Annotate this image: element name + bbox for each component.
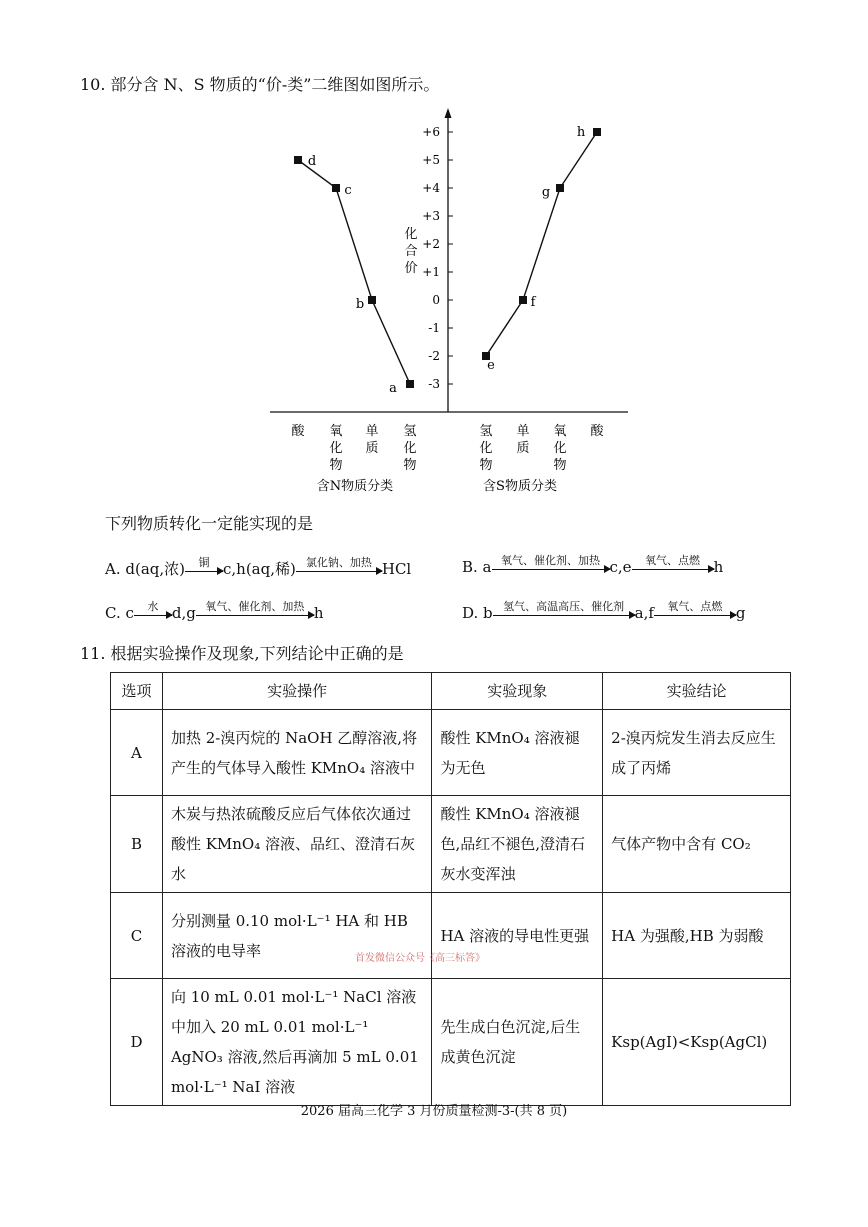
category-label-char: 氧 [553, 424, 567, 439]
arrow-condition: 铜 [198, 555, 210, 569]
row-conclusion: HA 为强酸,HB 为弱酸 [603, 893, 791, 979]
arrow-condition: 氢气、高温高压、催化剂 [503, 599, 625, 613]
point-label: a [389, 381, 397, 396]
category-label-char: 质 [365, 441, 379, 456]
option-a [105, 555, 412, 579]
option-d [462, 599, 746, 622]
point-label: h [576, 125, 586, 140]
option-c-part1: C. c [105, 604, 134, 622]
series-line [298, 160, 410, 384]
table-row [111, 979, 791, 1106]
category-label-char: 化 [403, 441, 417, 456]
header-option: 选项 [111, 673, 163, 710]
row-operation: 向 10 mL 0.01 mol·L⁻¹ NaCl 溶液中加入 20 mL 0.01 mol·L⁻¹ AgNO₃ 溶液,然后再滴加 5 mL 0.01 mol·L⁻¹ NaI 溶液 [162, 979, 432, 1106]
option-a-part3: HCl [381, 560, 412, 578]
q11-stem: 11. 根据实验操作及现象,下列结论中正确的是 [80, 644, 404, 663]
category-label-char: 质 [516, 441, 530, 456]
row-conclusion: Ksp(AgI)<Ksp(AgCl) [603, 979, 791, 1106]
option-a-part1: A. d(aq,浓) [105, 560, 185, 578]
arrow-condition: 氧气、催化剂、加热 [205, 599, 305, 613]
table-row [111, 796, 791, 893]
category-label-char: 化 [329, 441, 343, 456]
y-tick-label: +6 [422, 125, 440, 139]
data-point [368, 296, 376, 304]
data-point [556, 184, 564, 192]
option-d-part3: g [735, 604, 746, 622]
option-b [462, 553, 724, 576]
category-label-char: 单 [516, 424, 530, 439]
category-label-char: 物 [403, 458, 417, 473]
category-label-char: 氢 [403, 424, 417, 439]
category-label-char: 物 [553, 458, 567, 473]
y-axis-label-char: 合 [404, 244, 418, 259]
y-tick-label: -3 [428, 377, 440, 391]
reaction-arrow [134, 599, 172, 616]
option-a-part2: c,h(aq,稀) [223, 560, 296, 578]
point-label: e [487, 358, 495, 373]
data-point [406, 380, 414, 388]
y-tick-label: +4 [422, 181, 440, 195]
category-label-char: 氢 [479, 424, 493, 439]
data-point [294, 156, 302, 164]
category-label-char: 物 [329, 458, 343, 473]
arrow-condition: 氯化钠、加热 [305, 555, 372, 569]
option-c [105, 599, 324, 622]
header-operation: 实验操作 [162, 673, 432, 710]
point-label: g [541, 185, 551, 200]
arrow-condition: 氧气、点燃 [667, 599, 723, 613]
category-label-char: 化 [553, 441, 567, 456]
q10-stem: 10. 部分含 N、S 物质的“价-类”二维图如图所示。 [80, 75, 440, 94]
watermark: 首发微信公众号《高三标答》 [355, 953, 485, 964]
option-c-part2: d,g [171, 604, 196, 622]
y-tick-label: +1 [422, 265, 440, 279]
row-option: B [111, 796, 163, 893]
category-label-char: 化 [479, 441, 493, 456]
page-footer: 2026 届高三化学 3 月份质量检测-3-(共 8 页) [300, 1104, 568, 1119]
y-axis-label-char: 价 [404, 261, 418, 276]
reaction-arrow [492, 553, 610, 570]
row-conclusion: 2-溴丙烷发生消去反应生成了丙烯 [603, 710, 791, 796]
option-c-part3: h [313, 604, 324, 622]
reaction-arrow [632, 553, 714, 570]
arrow-condition: 水 [147, 599, 159, 613]
row-phenomenon: 先生成白色沉淀,后生成黄色沉淀 [432, 979, 603, 1106]
category-label-char: 物 [479, 458, 493, 473]
point-label: d [307, 154, 317, 169]
option-d-part2: a,f [634, 604, 654, 622]
reaction-arrow [296, 555, 382, 572]
row-option: C [111, 893, 163, 979]
valence-category-chart [0, 0, 868, 500]
row-option: A [111, 710, 163, 796]
data-point [332, 184, 340, 192]
header-phenomenon: 实验现象 [432, 673, 603, 710]
series-line [486, 132, 597, 356]
data-point [519, 296, 527, 304]
category-label-char: 酸 [291, 424, 305, 439]
header-conclusion: 实验结论 [603, 673, 791, 710]
reaction-arrow [185, 555, 223, 572]
table-row [111, 893, 791, 979]
table-row [111, 710, 791, 796]
arrow-condition: 氧气、催化剂、加热 [501, 553, 601, 567]
category-label-char: 氧 [329, 424, 343, 439]
data-point [593, 128, 601, 136]
q10-question: 下列物质转化一定能实现的是 [105, 514, 314, 533]
row-operation: 木炭与热浓硫酸反应后气体依次通过酸性 KMnO₄ 溶液、品红、澄清石灰水 [162, 796, 432, 893]
row-phenomenon: 酸性 KMnO₄ 溶液褪为无色 [432, 710, 603, 796]
y-tick-label: +2 [422, 237, 440, 251]
reaction-arrow [493, 599, 635, 616]
y-axis-label-char: 化 [404, 227, 418, 242]
row-operation: 加热 2-溴丙烷的 NaOH 乙醇溶液,将产生的气体导入酸性 KMnO₄ 溶液中 [162, 710, 432, 796]
option-d-part1: D. b [462, 604, 493, 622]
row-operation: 分别测量 0.10 mol·L⁻¹ HA 和 HB 溶液的电导率 [162, 893, 432, 979]
category-label-char: 酸 [590, 424, 604, 439]
s-group-label: 含S物质分类 [483, 479, 557, 494]
row-phenomenon: 酸性 KMnO₄ 溶液褪色,品红不褪色,澄清石灰水变浑浊 [432, 796, 603, 893]
row-option: D [111, 979, 163, 1106]
point-label: f [530, 295, 536, 310]
reaction-arrow [196, 599, 314, 616]
option-b-part1: B. a [462, 558, 492, 576]
y-tick-label: +5 [422, 153, 440, 167]
table-header-row [111, 673, 791, 710]
y-tick-label: -1 [428, 321, 440, 335]
row-phenomenon: HA 溶液的导电性更强 [432, 893, 603, 979]
y-tick-label: -2 [428, 349, 440, 363]
arrow-condition: 氧气、点燃 [645, 553, 701, 567]
option-b-part2: c,e [609, 558, 632, 576]
option-b-part3: h [713, 558, 724, 576]
y-tick-label: +3 [422, 209, 440, 223]
y-tick-label: 0 [432, 293, 440, 307]
point-label: c [344, 183, 352, 198]
reaction-arrow [654, 599, 736, 616]
y-axis-arrowhead [445, 108, 452, 118]
category-label-char: 单 [365, 424, 379, 439]
point-label: b [355, 297, 365, 312]
experiment-table [110, 672, 791, 1106]
row-conclusion: 气体产物中含有 CO₂ [603, 796, 791, 893]
n-group-label: 含N物质分类 [316, 479, 394, 494]
